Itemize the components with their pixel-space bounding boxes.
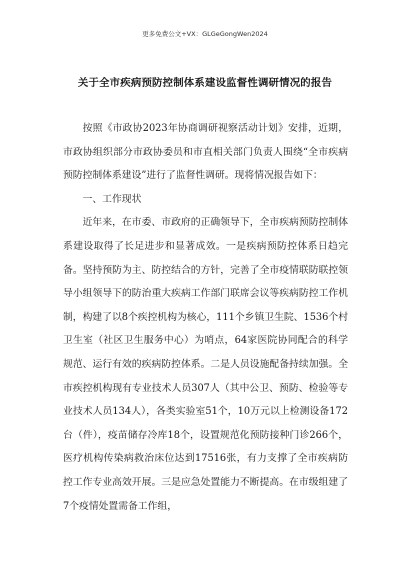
- page-header: 更多免费公文+VX：GLGeGongWen2024: [142, 30, 268, 38]
- intro-paragraph: 按照《市政协2023年协商调研视察活动计划》安排，近期，市政协组织部分市政协委员和市直相关部门负责人围绕“全市疾病预防控制体系建设”进行了监督性调研。现将情况报告如下：: [63, 123, 348, 182]
- body-paragraph: 近年来，在市委、市政府的正确领导下，全市疾病预防控制体系建设取得了长足进步和显著成效。一是疾病预防控体系日趋完备。坚持预防为主、防控结合的方针，完善了全市疫情联防联控领导小组领导下的防治重大疾病工作部门联席会议等疾病防控工作机制，构建了以8个疾控机构为核心，111个乡镇卫生院、1536个村卫生室（社区卫生服务中心）为哨点，64家医院协同配合的科学规范、运行有效的疾病防控体系。二是人员设施配备持续加强。全市疾控机构现有专业技术人员307人（其中公卫、预防、检验等专业技术人员134人），各类实验室51个，10万元以上检测设备172台（件），疫苗储存冷库18个，设置规范化预防接种门诊266个，医疗机构传染病救治床位达到17516张，有力支撑了全市疾病防控工作专业高效开展。三是应急处置能力不断提高。在市级组建了7个疫情处置需备工作组，: [63, 217, 348, 512]
- section-heading: 一、工作现状: [82, 193, 142, 205]
- document-body: [63, 117, 348, 518]
- document-title: 关于全市疾病预防控制体系建设监督性调研情况的报告: [77, 77, 333, 89]
